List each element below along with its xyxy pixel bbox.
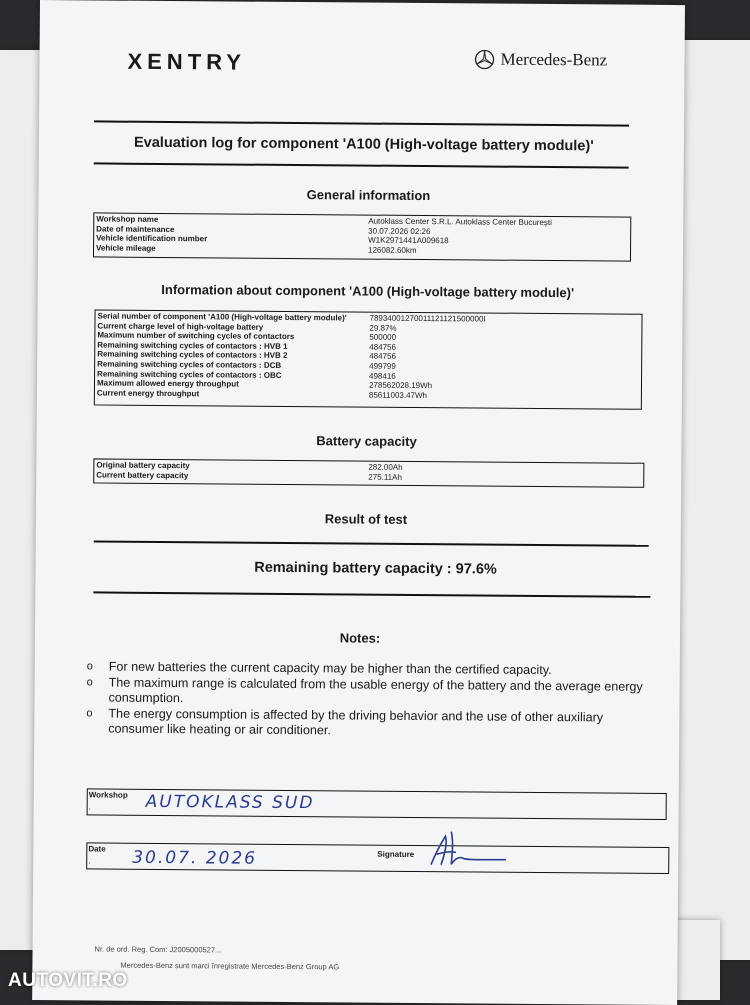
component-info-heading: Information about component 'A100 (High-voltage battery module)' [161, 281, 575, 301]
remaining-capacity-result: Remaining battery capacity : 97.6% [254, 559, 497, 578]
kv-value: 275.11Ah [368, 472, 402, 482]
battery-capacity-heading: Battery capacity [316, 433, 417, 449]
kv-value: 484756 [369, 342, 397, 352]
title-rule-top [94, 120, 629, 126]
date-signoff-box [86, 842, 669, 874]
kv-value: 30.07.2026 02:26 [368, 226, 431, 236]
mercedes-star-icon [474, 49, 494, 69]
kv-value: 85611003.47Wh [368, 390, 428, 400]
workshop-signoff-box [87, 788, 667, 820]
title-rule-bottom [94, 162, 629, 168]
notes-list [86, 659, 647, 741]
note-item: o The maximum range is calculated from the usable energy of the battery and the average energy consumption. [86, 675, 646, 709]
kv-label: Maximum allowed energy throughput [96, 378, 239, 389]
kv-label: Current battery capacity [96, 470, 189, 480]
result-heading: Result of test [324, 511, 408, 527]
component-info-table [94, 309, 643, 409]
kv-value: 499799 [369, 361, 396, 371]
kv-label: Remaining switching cycles of contactors : HVB 1 [97, 340, 288, 351]
result-rule-top [94, 540, 649, 546]
kv-value: 278562028.19Wh [368, 380, 433, 391]
workshop-label: Workshop [88, 790, 128, 800]
autovit-watermark: AUTOVIT.RO [8, 970, 128, 991]
kv-value: 29.87% [369, 323, 397, 333]
kv-label: Serial number of component 'A100 (High-voltage battery module)' [97, 311, 347, 323]
kv-label: Workshop name [96, 214, 159, 224]
kv-value: W1K2971441A009618 [368, 235, 449, 246]
kv-label: Vehicle identification number [96, 233, 208, 244]
kv-value: 498416 [369, 371, 396, 381]
kv-label: Date of maintenance [96, 224, 175, 234]
kv-value: Autoklass Center S.R.L. Autoklass Center București [368, 216, 552, 228]
date-label: Date [88, 844, 106, 854]
note-item: o For new batteries the current capacity may be higher than the certified capacity. [86, 659, 552, 678]
battery-capacity-table [93, 458, 644, 487]
kv-value: 282.00Ah [368, 462, 403, 472]
kv-value: 484756 [369, 351, 396, 362]
kv-label: Vehicle mileage [96, 243, 156, 253]
kv-label: Maximum number of switching cycles of contactors [97, 330, 295, 342]
report-title: Evaluation log for component 'A100 (High-voltage battery module)' [133, 134, 594, 155]
notes-heading: Notes: [339, 630, 381, 646]
note-text: The energy consumption is affected by the driving behavior and the use of other auxiliary consumer like heating or air conditioner. [108, 706, 604, 738]
note-text: The maximum range is calculated from the usable energy of the battery and the average energy consumption. [108, 675, 643, 706]
kv-value: 78934001270011121121500000I [369, 313, 486, 324]
footer-registration: Nr. de ord. Reg. Com: J2005000527... [94, 944, 222, 955]
xentry-logo: XENTRY [127, 48, 247, 75]
footer-trademark: Mercedes-Benz sunt marci înregistrate Mercedes-Benz Group AG [120, 960, 340, 972]
note-item: o The energy consumption is affected by the driving behavior and the use of other auxiliary consumer like heating or air conditioner. [86, 706, 646, 740]
brand-name: Mercedes-Benz [500, 49, 608, 70]
kv-label: Original battery capacity [96, 460, 190, 471]
kv-label: Current charge level of high-voltage battery [97, 321, 264, 332]
general-info-table [93, 212, 631, 261]
note-text: For new batteries the current capacity may be higher than the certified capacity. [108, 659, 552, 678]
general-info-heading: General information [306, 187, 431, 204]
mercedes-benz-brand [474, 49, 607, 70]
date-dot: . [88, 856, 91, 866]
date-handwriting: 30.07. 2026 [132, 847, 258, 869]
kv-label: Remaining switching cycles of contactors : DCB [97, 359, 282, 370]
kv-label: Current energy throughput [96, 388, 200, 399]
kv-value: 126082.60km [368, 245, 417, 255]
workshop-dot: . [88, 802, 91, 812]
kv-label: Remaining switching cycles of contactors : OBC [97, 369, 282, 380]
kv-value: 500000 [369, 332, 397, 342]
document-page [32, 0, 685, 1005]
workshop-handwriting: AUTOKLASS SUD [145, 791, 315, 814]
signature-scribble [425, 828, 515, 873]
kv-label: Remaining switching cycles of contactors : HVB 2 [97, 349, 288, 361]
result-rule-bottom [93, 591, 650, 597]
signature-label: Signature [377, 849, 415, 859]
